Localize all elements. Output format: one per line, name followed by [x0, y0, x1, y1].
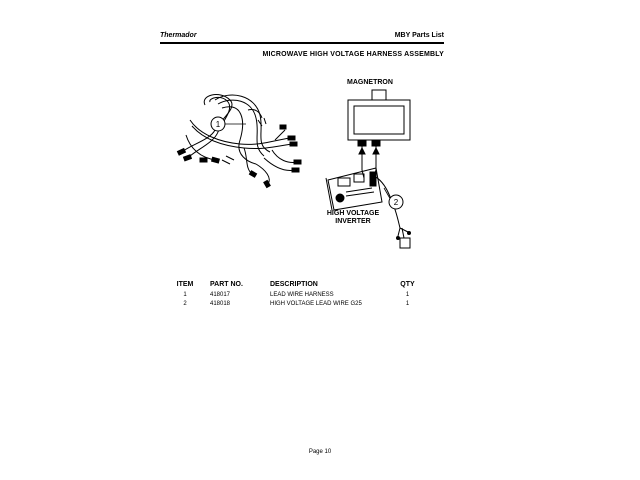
- part-quantity: 1: [405, 292, 410, 298]
- inverter-illustration: [326, 168, 392, 210]
- table-row: [160, 300, 420, 309]
- table-row: [160, 291, 420, 300]
- header-rule: [160, 42, 444, 44]
- page-title: MICROWAVE HIGH VOLTAGE HARNESS ASSEMBLY: [262, 51, 444, 58]
- part-quantity: 1: [405, 301, 410, 307]
- magnetron-illustration: [348, 90, 410, 170]
- page-number: Page 10: [308, 449, 332, 455]
- document-label: MBY Parts List: [394, 32, 444, 39]
- col-item-header: ITEM: [176, 281, 194, 288]
- inverter-label-line1: HIGH VOLTAGE: [326, 210, 380, 217]
- col-qty-header: QTY: [400, 281, 415, 288]
- inverter-label-line2: INVERTER: [335, 218, 371, 225]
- brand-logo: Thermador: [160, 32, 197, 39]
- item-number: 1: [183, 292, 187, 298]
- harness-diagram: [160, 60, 460, 260]
- col-description-header: DESCRIPTION: [270, 281, 318, 288]
- inverter-label: [318, 210, 388, 226]
- part-number: 418017: [210, 292, 231, 298]
- part-description: LEAD WIRE HARNESS: [270, 292, 334, 298]
- lead-wire-harness-illustration: [177, 95, 301, 188]
- part-description: HIGH VOLTAGE LEAD WIRE G25: [270, 301, 362, 307]
- callout-1-label: 1: [215, 120, 221, 129]
- callout-2: [384, 188, 403, 209]
- callout-2-label: 2: [393, 198, 399, 207]
- magnetron-label: MAGNETRON: [347, 79, 393, 86]
- table-header-row: [160, 281, 420, 291]
- parts-table: [160, 281, 420, 309]
- callout-1: [211, 117, 246, 131]
- item-number: 2: [183, 301, 187, 307]
- part-number: 418018: [210, 301, 231, 307]
- col-part-no-header: PART NO.: [210, 281, 243, 288]
